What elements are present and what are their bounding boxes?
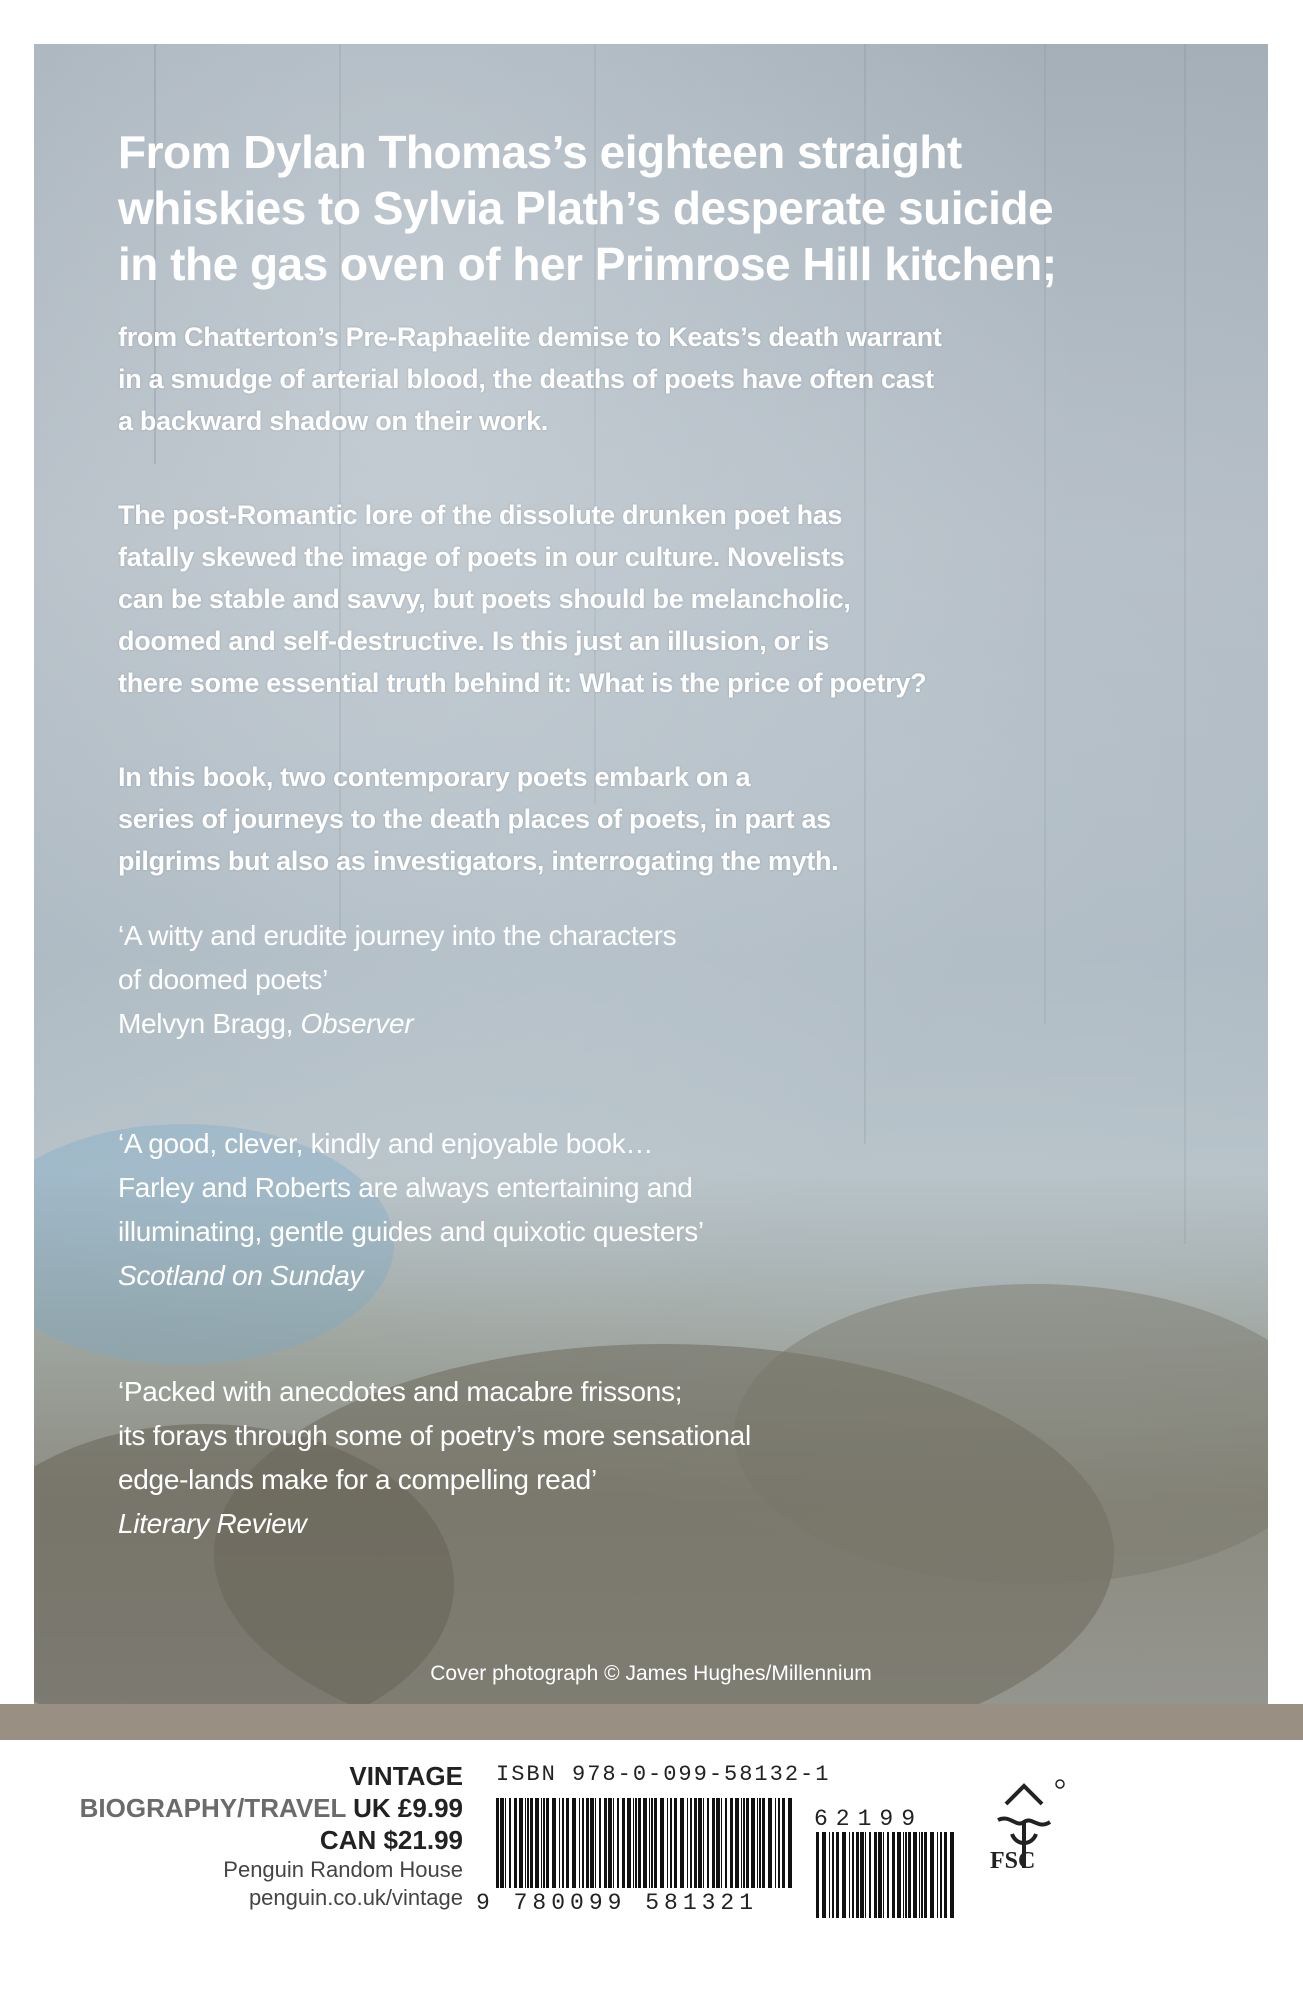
fsc-tree-logo-icon (986, 1776, 1066, 1896)
paragraph-line: in a smudge of arterial blood, the deaths of poets have often cast (118, 364, 934, 394)
fsc-label: FSC (990, 1848, 1036, 1874)
barcode-bar (887, 1832, 889, 1918)
barcode-bar (852, 1832, 854, 1918)
barcode-bar (836, 1832, 839, 1918)
barcode-bar (582, 1798, 584, 1888)
barcode-bar (559, 1798, 560, 1888)
barcode-bar (514, 1798, 517, 1888)
barcode-bar (842, 1832, 846, 1918)
barcode-bar (743, 1798, 745, 1888)
barcode-bar (562, 1798, 564, 1888)
barcode-bar (730, 1798, 733, 1888)
photo-credit: Cover photograph © James Hughes/Millennium (430, 1662, 872, 1685)
barcode-bar (832, 1832, 834, 1918)
headline-line: From Dylan Thomas’s eighteen straight (118, 126, 962, 178)
barcode-bar (725, 1798, 727, 1888)
quote-line: its forays through some of poetry’s more sensational (118, 1420, 751, 1451)
barcode-bar (698, 1798, 702, 1888)
barcode-bar (940, 1832, 942, 1918)
barcode-bar (751, 1798, 755, 1888)
paragraph-line: can be stable and savvy, but poets should be melancholic, (118, 584, 851, 614)
barcode-bar (921, 1832, 923, 1918)
back-cover-image (34, 44, 1268, 1704)
quote-publication: Observer (300, 1008, 414, 1039)
barcode-bar (627, 1798, 631, 1888)
quote-publication: Scotland on Sunday (118, 1260, 364, 1291)
barcode-bar (950, 1832, 954, 1918)
publisher-house: Penguin Random House (223, 1857, 463, 1882)
isbn-label: ISBN 978-0-099-58132-1 (496, 1762, 831, 1787)
barcode-bar (757, 1798, 758, 1888)
barcode-bar (869, 1832, 871, 1918)
barcode-bar (903, 1832, 904, 1918)
headline-line: in the gas oven of her Primrose Hill kitchen; (118, 238, 1057, 290)
barcode-bar (860, 1832, 864, 1918)
headline-line: whiskies to Sylvia Plath’s desperate suicide (118, 182, 1054, 234)
barcode-bar (595, 1798, 596, 1888)
barcode-bar (617, 1798, 619, 1888)
barcode-bar (905, 1832, 907, 1918)
quote-source (118, 1002, 676, 1046)
barcode-bar (572, 1798, 576, 1888)
quote-line: of doomed poets’ (118, 964, 329, 995)
category-price (80, 1792, 463, 1824)
barcode-bar (892, 1832, 895, 1918)
barcode-bar (778, 1798, 780, 1888)
barcode-bar (930, 1832, 934, 1918)
barcode-bar (622, 1798, 625, 1888)
review-quote (118, 914, 676, 1046)
barcode-bar (849, 1832, 850, 1918)
barcode-bar (519, 1798, 523, 1888)
barcode-bar (509, 1798, 511, 1888)
barcode-bar (590, 1798, 594, 1888)
quote-line: ‘A witty and erudite journey into the characters (118, 920, 677, 951)
barcode-bar (712, 1798, 715, 1888)
barcode-bar (687, 1798, 688, 1888)
addon-digits: 62199 (814, 1806, 924, 1832)
paragraph-line: fatally skewed the image of poets in our culture. Novelists (118, 542, 845, 572)
quote-line: edge-lands make for a compelling read’ (118, 1464, 597, 1495)
barcode-bar (707, 1798, 709, 1888)
barcode-bar (721, 1798, 722, 1888)
barcode-bar (878, 1832, 882, 1918)
barcode-bar (649, 1798, 650, 1888)
paragraph-line: there some essential truth behind it: What is the price of poetry? (118, 668, 927, 698)
publisher-info (80, 1760, 463, 1912)
paragraph-line: doomed and self-destructive. Is this just an illusion, or is (118, 626, 830, 656)
price-uk: UK £9.99 (353, 1793, 463, 1823)
paragraph-line: from Chatterton’s Pre-Raphaelite demise to Keats’s death warrant (118, 322, 942, 352)
barcode-bar (674, 1798, 677, 1888)
headline (118, 124, 1218, 292)
barcode-bar (703, 1798, 704, 1888)
barcode-bar (643, 1798, 647, 1888)
barcode-bar (822, 1832, 826, 1918)
barcode-bar (883, 1832, 884, 1918)
barcode-bar (716, 1798, 720, 1888)
barcode-bar (654, 1798, 657, 1888)
quote-line: ‘A good, clever, kindly and enjoyable book… (118, 1128, 654, 1159)
barcode-bar (829, 1832, 830, 1918)
barcode-bar (505, 1798, 506, 1888)
barcode-bar (670, 1798, 672, 1888)
barcode-bar (937, 1832, 938, 1918)
barcode-bar (775, 1798, 776, 1888)
quote-author: Melvyn Bragg, (118, 1008, 301, 1039)
quote-line: illuminating, gentle guides and quixotic questers’ (118, 1216, 704, 1247)
paragraph-line: In this book, two contemporary poets embark on a (118, 762, 751, 792)
barcode-bar (525, 1798, 526, 1888)
addon-barcode-icon (816, 1832, 956, 1918)
barcode-bar (782, 1798, 785, 1888)
barcode-bar (913, 1832, 917, 1918)
barcode-digits: 9 780099 581321 (476, 1890, 759, 1916)
barcode-bar (694, 1798, 697, 1888)
barcode-bar (552, 1798, 556, 1888)
paragraph-line: pilgrims but also as investigators, interrogating the myth. (118, 846, 839, 876)
barcode-bar (667, 1798, 668, 1888)
barcode-bar (541, 1798, 542, 1888)
barcode-bar (768, 1798, 772, 1888)
paragraph-line: series of journeys to the death places of poets, in part as (118, 804, 831, 834)
barcode-bar (635, 1798, 637, 1888)
barcode-bar (908, 1832, 911, 1918)
price-can: CAN $21.99 (319, 1825, 463, 1855)
barcode-bar (500, 1798, 504, 1888)
barcode-bar (496, 1798, 499, 1888)
review-quote (118, 1122, 704, 1298)
paragraph-line: a backward shadow on their work. (118, 406, 549, 436)
barcode-bar (897, 1832, 901, 1918)
paragraph-line: The post-Romantic lore of the dissolute drunken poet has (118, 500, 843, 530)
barcode-bar (919, 1832, 920, 1918)
barcode-bar (741, 1798, 742, 1888)
barcode-bar (586, 1798, 589, 1888)
review-quote (118, 1370, 751, 1546)
barcode-bar (856, 1832, 859, 1918)
barcode-bar (759, 1798, 761, 1888)
category-label: BIOGRAPHY/TRAVEL (79, 1793, 346, 1823)
barcode-bar (944, 1832, 947, 1918)
barcode-bar (762, 1798, 765, 1888)
barcode-bar (530, 1798, 533, 1888)
barcode-bar (546, 1798, 549, 1888)
barcode-bar (865, 1832, 866, 1918)
barcode-bar (608, 1798, 612, 1888)
description-paragraph (118, 494, 926, 704)
barcode-bar (633, 1798, 634, 1888)
quote-line: ‘Packed with anecdotes and macabre frissons; (118, 1376, 683, 1407)
barcode-bar (604, 1798, 607, 1888)
barcode-bar (680, 1798, 684, 1888)
barcode-bar (735, 1798, 739, 1888)
quote-line: Farley and Roberts are always entertaining and (118, 1172, 693, 1203)
barcode-bar (924, 1832, 927, 1918)
barcode-bar (613, 1798, 614, 1888)
barcode-bar (660, 1798, 664, 1888)
quote-publication: Literary Review (118, 1508, 307, 1539)
barcode-bar (651, 1798, 653, 1888)
imprint-name: VINTAGE (349, 1761, 463, 1791)
publisher-url: penguin.co.uk/vintage (248, 1885, 463, 1910)
barcode-bar (527, 1798, 529, 1888)
barcode-bar (746, 1798, 749, 1888)
barcode-bar (579, 1798, 580, 1888)
barcode-bar (535, 1798, 539, 1888)
barcode-panel (0, 1740, 1303, 2000)
barcode-bar (788, 1798, 792, 1888)
barcode-bar (566, 1798, 569, 1888)
barcode-bar (599, 1798, 601, 1888)
barcode-bar (543, 1798, 545, 1888)
barcode-bar (874, 1832, 877, 1918)
summary-paragraph (118, 756, 838, 882)
color-band (0, 1704, 1303, 1740)
barcode-bar (816, 1832, 819, 1918)
barcode-bar (690, 1798, 692, 1888)
intro-paragraph (118, 316, 942, 442)
barcode-bar (638, 1798, 641, 1888)
